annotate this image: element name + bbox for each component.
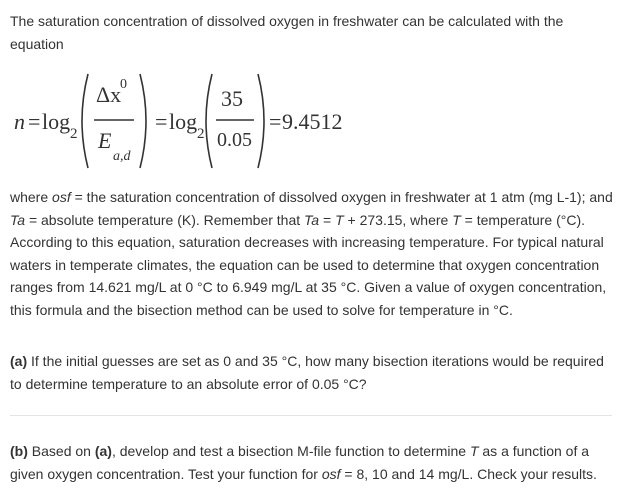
part-a-text: If the initial guesses are set as 0 and 35 °C, how many bisection iterations would be required to determine temperature to an absolute error of 0.05 °C? <box>10 353 604 392</box>
intro-paragraph: The saturation concentration of dissolved oxygen in freshwater can be calculated with the equation <box>10 13 564 52</box>
var-t-b: T <box>469 443 479 459</box>
equation-log-1: log <box>42 109 71 134</box>
fraction-1-numerator-sup: 0 <box>120 77 127 92</box>
fraction-2-numerator: 35 <box>221 86 243 111</box>
body-text-5: + 273.15, where <box>343 211 453 228</box>
body-text-6: = temperature (°C). According to this equation, saturation decreases with increasing temperature. For typical natural waters in temperate climates, the equation can be used to determine that oxygen concentration ranges from 14.621 mg/L at 0 °C to 6.949 mg/L at 35 °C. Given a value of oxygen concentration, this formula and the bisection method can be used to solve for temperature in °C. <box>10 211 607 318</box>
equation-lhs: n <box>14 109 25 134</box>
right-paren-1 <box>140 74 146 168</box>
body-text-4: = <box>319 211 336 228</box>
var-osf-b: osf <box>321 465 341 482</box>
right-paren-2 <box>258 74 264 168</box>
left-paren-2 <box>206 74 212 168</box>
part-b-text-1: Based on <box>27 443 95 459</box>
equation-log-base-1: 2 <box>70 126 78 142</box>
var-osf: osf <box>52 189 71 205</box>
part-b-text-3: as a function of a given oxygen concentration. Test your function for <box>10 443 590 482</box>
body-text-1: where <box>10 189 53 205</box>
fraction-2-denominator: 0.05 <box>217 129 252 151</box>
body-text-3: = absolute temperature (K). Remember that <box>25 211 305 228</box>
fraction-1-denominator: E <box>98 128 112 153</box>
equation-log-2: log <box>169 109 198 134</box>
section-divider <box>10 415 612 416</box>
equation-equals-2: = <box>155 109 168 134</box>
equation-result: 9.4512 <box>282 109 343 134</box>
var-t-1: T <box>335 211 344 228</box>
var-t-2: T <box>452 211 461 228</box>
question-part-a <box>10 350 614 395</box>
var-ta-1: Ta <box>10 211 26 228</box>
fraction-1-denominator-sub: a,d <box>113 149 131 164</box>
part-a-label: (a) <box>10 353 28 369</box>
equation-equals-3: = <box>269 109 282 134</box>
body-text-2: = the saturation concentration of dissolved oxygen in freshwater at 1 atm (mg L-1); and <box>70 189 613 205</box>
part-b-label: (b) <box>10 443 28 459</box>
part-b-ref: (a) <box>94 443 112 459</box>
part-b-text-4: = 8, 10 and 14 mg/L. Check your results. <box>340 465 597 482</box>
equation-equals-1: = <box>28 109 41 134</box>
fraction-1-numerator: Δx <box>96 82 122 107</box>
left-paren-1 <box>82 74 88 168</box>
bisection-equation <box>14 66 343 176</box>
explanation-paragraph <box>10 186 614 321</box>
var-ta-2: Ta <box>304 211 320 228</box>
question-part-b <box>10 440 614 485</box>
equation-log-base-2: 2 <box>197 126 205 142</box>
part-b-text-2: , develop and test a bisection M-file function to determine <box>111 443 470 459</box>
equation-graphic <box>14 66 343 176</box>
